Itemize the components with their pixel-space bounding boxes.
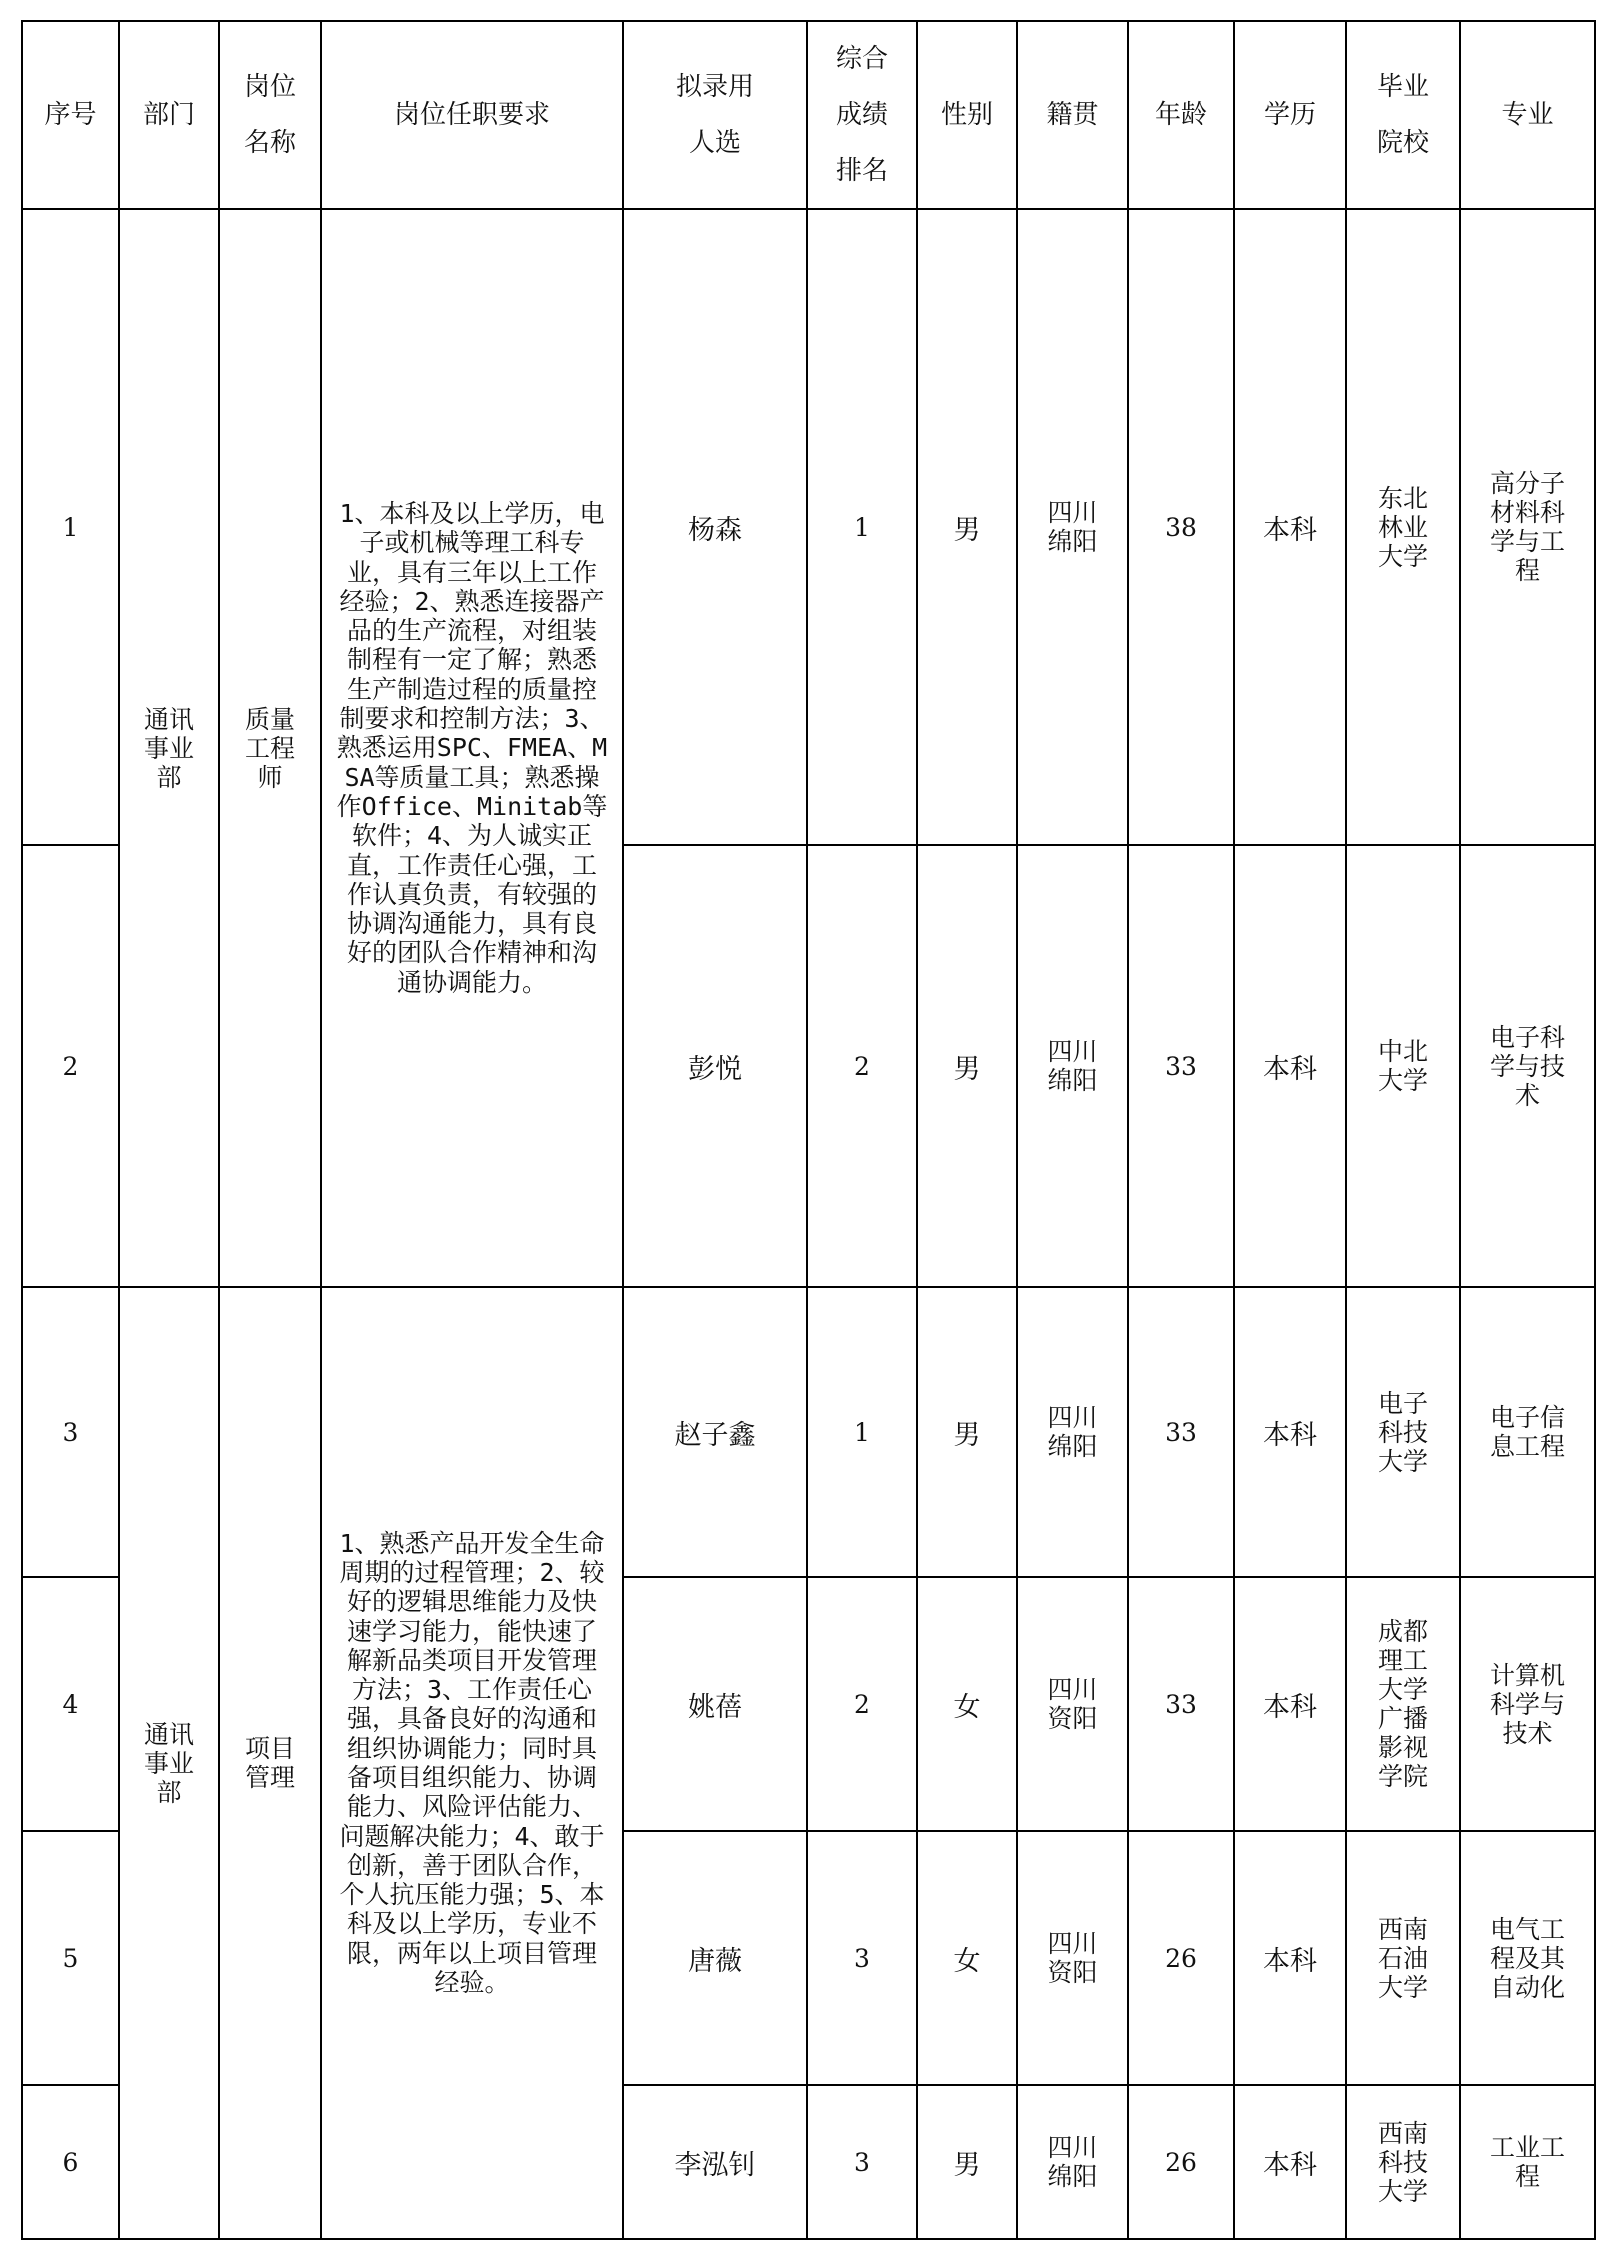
education-cell: 本科 bbox=[1234, 2085, 1346, 2239]
candidate-name: 赵子鑫 bbox=[623, 1287, 807, 1577]
age-cell: 33 bbox=[1128, 1577, 1234, 1831]
age-cell: 33 bbox=[1128, 1287, 1234, 1577]
header-position: 岗位名称 bbox=[219, 21, 321, 209]
header-rank: 综合成绩排名 bbox=[807, 21, 917, 209]
seq-cell: 6 bbox=[22, 2085, 119, 2239]
header-candidate: 拟录用人选 bbox=[623, 21, 807, 209]
gender-cell: 男 bbox=[917, 2085, 1017, 2239]
candidate-name: 唐薇 bbox=[623, 1831, 807, 2085]
origin-cell: 四川绵阳 bbox=[1017, 209, 1128, 845]
school-cell: 成都理工大学广播影视学院 bbox=[1346, 1577, 1460, 1831]
origin-cell: 四川绵阳 bbox=[1017, 2085, 1128, 2239]
rank-cell: 2 bbox=[807, 845, 917, 1287]
school-cell: 西南石油大学 bbox=[1346, 1831, 1460, 2085]
header-education: 学历 bbox=[1234, 21, 1346, 209]
rank-cell: 3 bbox=[807, 1831, 917, 2085]
origin-cell: 四川绵阳 bbox=[1017, 845, 1128, 1287]
candidate-table bbox=[21, 20, 1596, 2240]
seq-cell: 1 bbox=[22, 209, 119, 845]
table-row bbox=[22, 1287, 1595, 1577]
seq-cell: 4 bbox=[22, 1577, 119, 1831]
rank-cell: 1 bbox=[807, 209, 917, 845]
candidate-name: 杨森 bbox=[623, 209, 807, 845]
school-cell: 中北大学 bbox=[1346, 845, 1460, 1287]
age-cell: 26 bbox=[1128, 2085, 1234, 2239]
major-cell: 电子信息工程 bbox=[1460, 1287, 1595, 1577]
gender-cell: 男 bbox=[917, 1287, 1017, 1577]
age-cell: 26 bbox=[1128, 1831, 1234, 2085]
major-cell: 电子科学与技术 bbox=[1460, 845, 1595, 1287]
table-row bbox=[22, 209, 1595, 845]
header-gender: 性别 bbox=[917, 21, 1017, 209]
education-cell: 本科 bbox=[1234, 1831, 1346, 2085]
candidate-name: 李泓钊 bbox=[623, 2085, 807, 2239]
major-cell: 计算机科学与技术 bbox=[1460, 1577, 1595, 1831]
origin-cell: 四川资阳 bbox=[1017, 1577, 1128, 1831]
header-requirements: 岗位任职要求 bbox=[321, 21, 623, 209]
requirements-cell: 1、本科及以上学历，电子或机械等理工科专业，具有三年以上工作经验；2、熟悉连接器产品的生产流程，对组装制程有一定了解；熟悉生产制造过程的质量控制要求和控制方法；3、熟悉运用SPC、FMEA、MSA等质量工具；熟悉操作Office、Minitab等软件；4、为人诚实正直，工作责任心强，工作认真负责，有较强的协调沟通能力，具有良好的团队合作精神和沟通协调能力。 bbox=[321, 209, 623, 1287]
seq-cell: 2 bbox=[22, 845, 119, 1287]
header-dept: 部门 bbox=[119, 21, 219, 209]
rank-cell: 3 bbox=[807, 2085, 917, 2239]
major-cell: 高分子材料科学与工程 bbox=[1460, 209, 1595, 845]
requirements-cell: 1、熟悉产品开发全生命周期的过程管理；2、较好的逻辑思维能力及快速学习能力，能快速了解新品类项目开发管理方法；3、工作责任心强，具备良好的沟通和组织协调能力；同时具备项目组织能力、协调能力、风险评估能力、问题解决能力；4、敢于创新，善于团队合作，个人抗压能力强；5、本科及以上学历，专业不限，两年以上项目管理经验。 bbox=[321, 1287, 623, 2239]
education-cell: 本科 bbox=[1234, 1287, 1346, 1577]
header-origin: 籍贯 bbox=[1017, 21, 1128, 209]
age-cell: 38 bbox=[1128, 209, 1234, 845]
education-cell: 本科 bbox=[1234, 845, 1346, 1287]
school-cell: 西南科技大学 bbox=[1346, 2085, 1460, 2239]
header-school: 毕业院校 bbox=[1346, 21, 1460, 209]
origin-cell: 四川资阳 bbox=[1017, 1831, 1128, 2085]
education-cell: 本科 bbox=[1234, 1577, 1346, 1831]
header-row bbox=[22, 21, 1595, 209]
position-cell: 项目管理 bbox=[219, 1287, 321, 2239]
gender-cell: 男 bbox=[917, 845, 1017, 1287]
origin-cell: 四川绵阳 bbox=[1017, 1287, 1128, 1577]
header-seq: 序号 bbox=[22, 21, 119, 209]
seq-cell: 5 bbox=[22, 1831, 119, 2085]
gender-cell: 女 bbox=[917, 1831, 1017, 2085]
major-cell: 电气工程及其自动化 bbox=[1460, 1831, 1595, 2085]
candidate-name: 姚蓓 bbox=[623, 1577, 807, 1831]
rank-cell: 1 bbox=[807, 1287, 917, 1577]
position-cell: 质量工程师 bbox=[219, 209, 321, 1287]
candidate-name: 彭悦 bbox=[623, 845, 807, 1287]
header-age: 年龄 bbox=[1128, 21, 1234, 209]
dept-cell: 通讯事业部 bbox=[119, 209, 219, 1287]
dept-cell: 通讯事业部 bbox=[119, 1287, 219, 2239]
school-cell: 东北林业大学 bbox=[1346, 209, 1460, 845]
seq-cell: 3 bbox=[22, 1287, 119, 1577]
rank-cell: 2 bbox=[807, 1577, 917, 1831]
gender-cell: 女 bbox=[917, 1577, 1017, 1831]
header-major: 专业 bbox=[1460, 21, 1595, 209]
education-cell: 本科 bbox=[1234, 209, 1346, 845]
age-cell: 33 bbox=[1128, 845, 1234, 1287]
gender-cell: 男 bbox=[917, 209, 1017, 845]
school-cell: 电子科技大学 bbox=[1346, 1287, 1460, 1577]
major-cell: 工业工程 bbox=[1460, 2085, 1595, 2239]
